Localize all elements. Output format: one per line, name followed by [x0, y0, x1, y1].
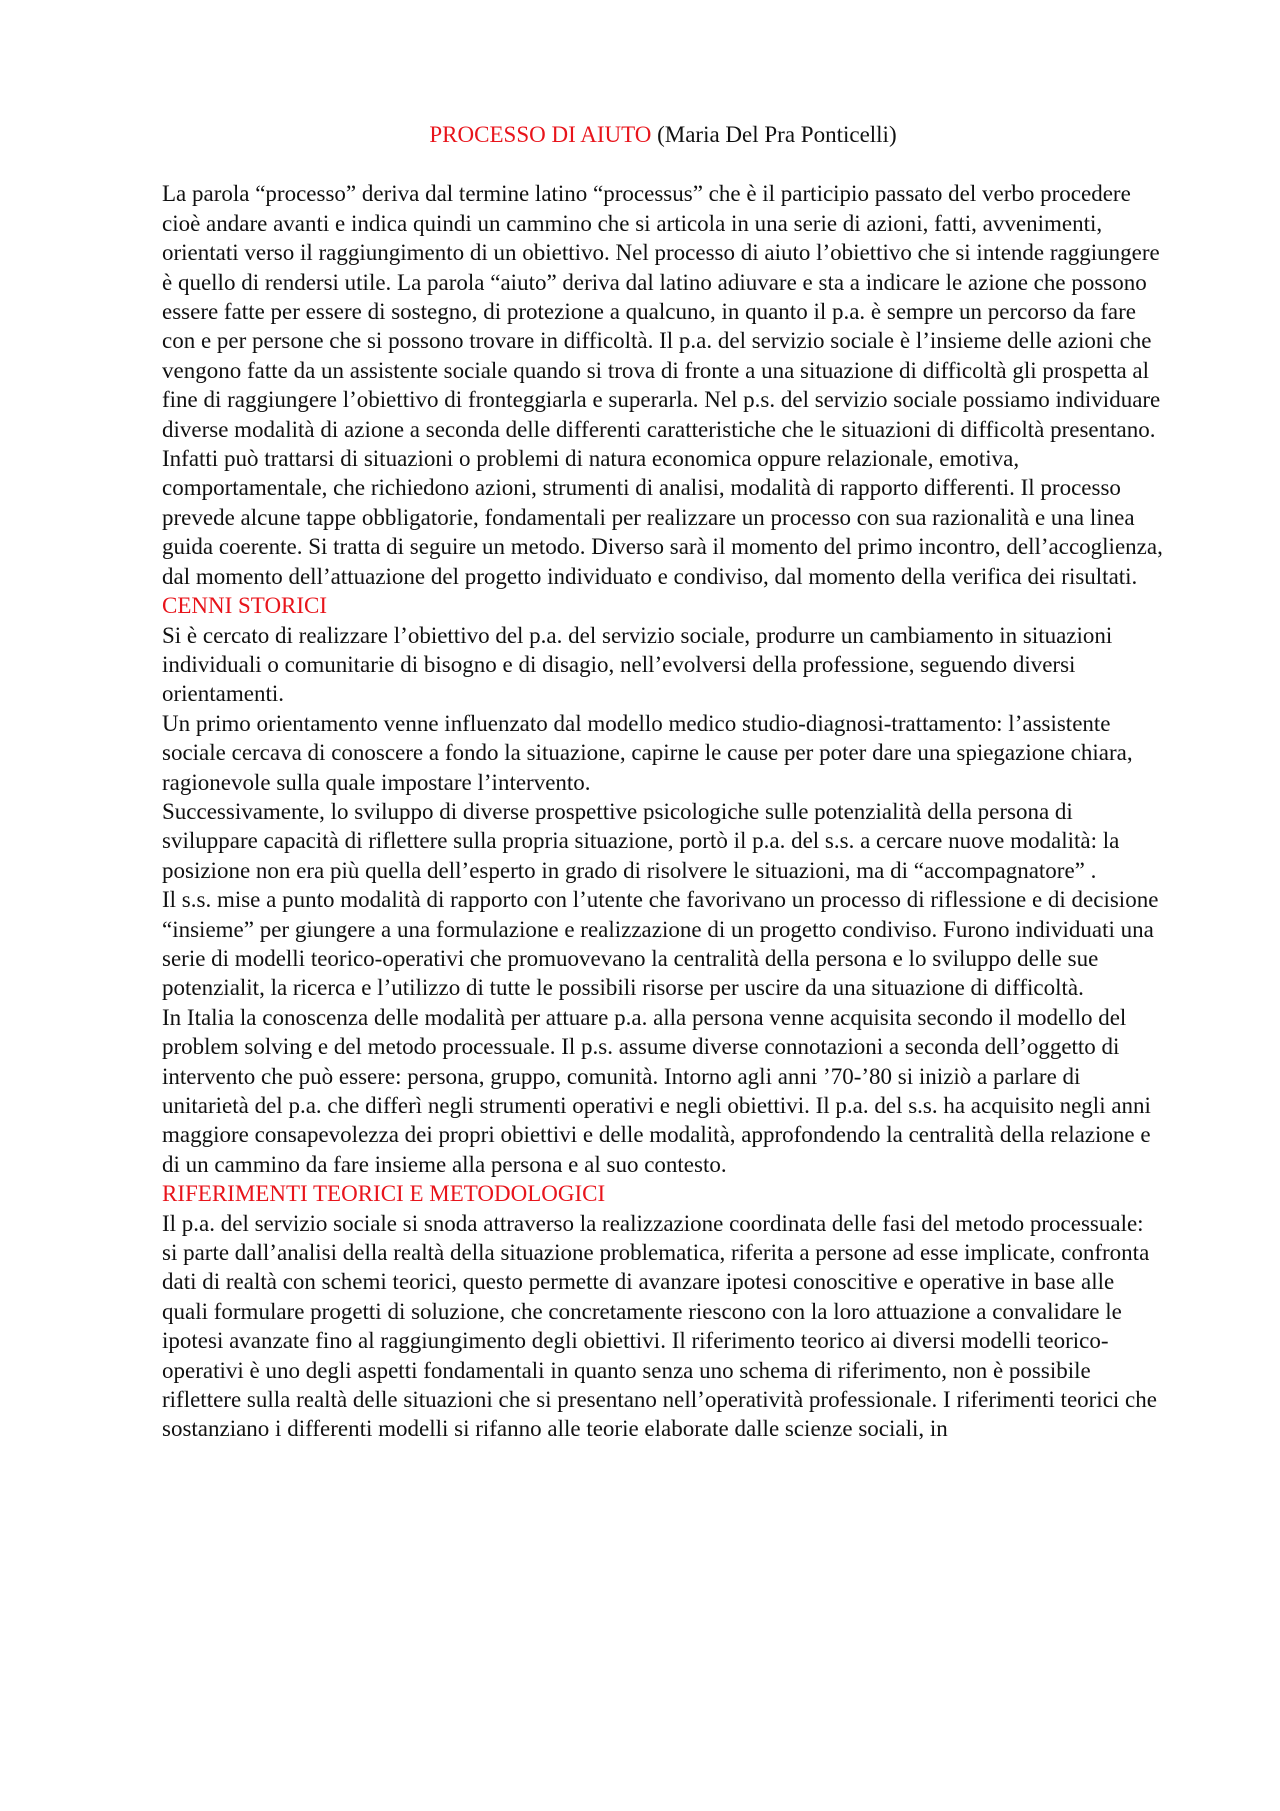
paragraph: Un primo orientamento venne influenzato dal modello medico studio-diagnosi-trattamento: l’assistente sociale cercava di conoscere a fondo la situazione, capirne le cause per poter dare una spiegazione chiara, ragionevole sulla quale impostare l’intervento.: [162, 710, 1133, 795]
intro-paragraph: La parola “processo” deriva dal termine latino “processus” che è il participio passato del verbo procedere cioè andare avanti e indica quindi un cammino che si articola in una serie di azioni, fatti, avvenimenti, orientati verso il raggiungimento di un obiettivo. Nel processo di aiuto l’obiettivo che si intende raggiungere è quello di rendersi utile. La parola “aiuto” deriva dal latino adiuvare e sta a indicare le azione che possono essere fatte per essere di sostegno, di protezione a qualcuno, in quanto il p.a. è sempre un percorso da fare con e per persone che si possono trovare in difficoltà. Il p.a. del servizio sociale è l’insieme delle azioni che vengono fatte da un assistente sociale quando si trova di fronte a una situazione di difficoltà gli prospetta al fine di raggiungere l’obiettivo di fronteggiarla e superarla. Nel p.s. del servizio sociale possiamo individuare diverse modalità di azione a seconda delle differenti caratteristiche che le situazioni di difficoltà presentano. Infatti può trattarsi di situazioni o problemi di natura economica oppure relazionale, emotiva, comportamentale, che richiedono azioni, strumenti di analisi, modalità di rapporto differenti. Il processo prevede alcune tappe obbligatorie, fondamentali per realizzare un processo con sua razionalità e una linea guida coerente. Si tratta di seguire un metodo. Diverso sarà il momento del primo incontro, dell’accoglienza, dal momento dell’attuazione del progetto individuato e condiviso, dal momento della verifica dei risultati.: [162, 181, 1163, 589]
section-heading-cenni-storici: CENNI STORICI: [162, 593, 328, 619]
paragraph: Il p.a. del servizio sociale si snoda attraverso la realizzazione coordinata delle fasi del metodo processuale: si parte dall’analisi della realtà della situazione problematica, riferita a persone ad esse implicate, confronta dati di realtà con schemi teorici, questo permette di avanzare ipotesi conoscitive e operative in base alle quali formulare progetti di soluzione, che concretamente riescono con la loro attuazione a convalidare le ipotesi avanzate fino al raggiungimento degli obiettivi. Il riferimento teorico ai diversi modelli teorico-operativi è uno degli aspetti fondamentali in quanto senza uno schema di riferimento, non è possibile riflettere sulla realtà delle situazioni che si presentano nell’operatività professionale. I riferimenti teorici che sostanziano i differenti modelli si rifanno alle teorie elaborate dalle scienze sociali, in: [162, 1210, 1157, 1442]
section-heading-riferimenti: RIFERIMENTI TEORICI E METODOLOGICI: [162, 1181, 606, 1207]
document-title: [162, 120, 1164, 149]
title-author: (Maria Del Pra Ponticelli): [651, 122, 897, 147]
title-main: PROCESSO DI AIUTO: [429, 122, 652, 147]
paragraph: In Italia la conoscenza delle modalità per attuare p.a. alla persona venne acquisita secondo il modello del problem solving e del metodo processuale. Il p.s. assume diverse connotazioni a seconda dell’oggetto di intervento che può essere: persona, gruppo, comunità. Intorno agli anni ’70-’80 si iniziò a parlare di unitarietà del p.a. che differì negli strumenti operativi e negli obiettivi. Il p.a. del s.s. ha acquisito negli anni maggiore consapevolezza dei propri obiettivi e delle modalità, approfondendo la centralità della relazione e di un cammino da fare insieme alla persona e al suo contesto.: [162, 1004, 1151, 1177]
document-page: [162, 120, 1164, 1444]
paragraph: Il s.s. mise a punto modalità di rapporto con l’utente che favorivano un processo di riflessione e di decisione “insieme” per giungere a una formulazione e realizzazione di un progetto condiviso. Furono individuati una serie di modelli teorico-operativi che promuovevano la centralità della persona e lo sviluppo delle sue potenzialit, la ricerca e l’utilizzo di tutte le possibili risorse per uscire da una situazione di difficoltà.: [162, 887, 1159, 1001]
paragraph: Si è cercato di realizzare l’obiettivo del p.a. del servizio sociale, produrre un cambiamento in situazioni individuali o comunitarie di bisogno e di disagio, nell’evolversi della professione, seguendo diversi orientamenti.: [162, 622, 1113, 707]
paragraph: Successivamente, lo sviluppo di diverse prospettive psicologiche sulle potenzialità della persona di sviluppare capacità di riflettere sulla propria situazione, portò il p.a. del s.s. a cercare nuove modalità: la posizione non era più quella dell’esperto in grado di risolvere le situazioni, ma di “accompagnatore” .: [162, 798, 1120, 883]
